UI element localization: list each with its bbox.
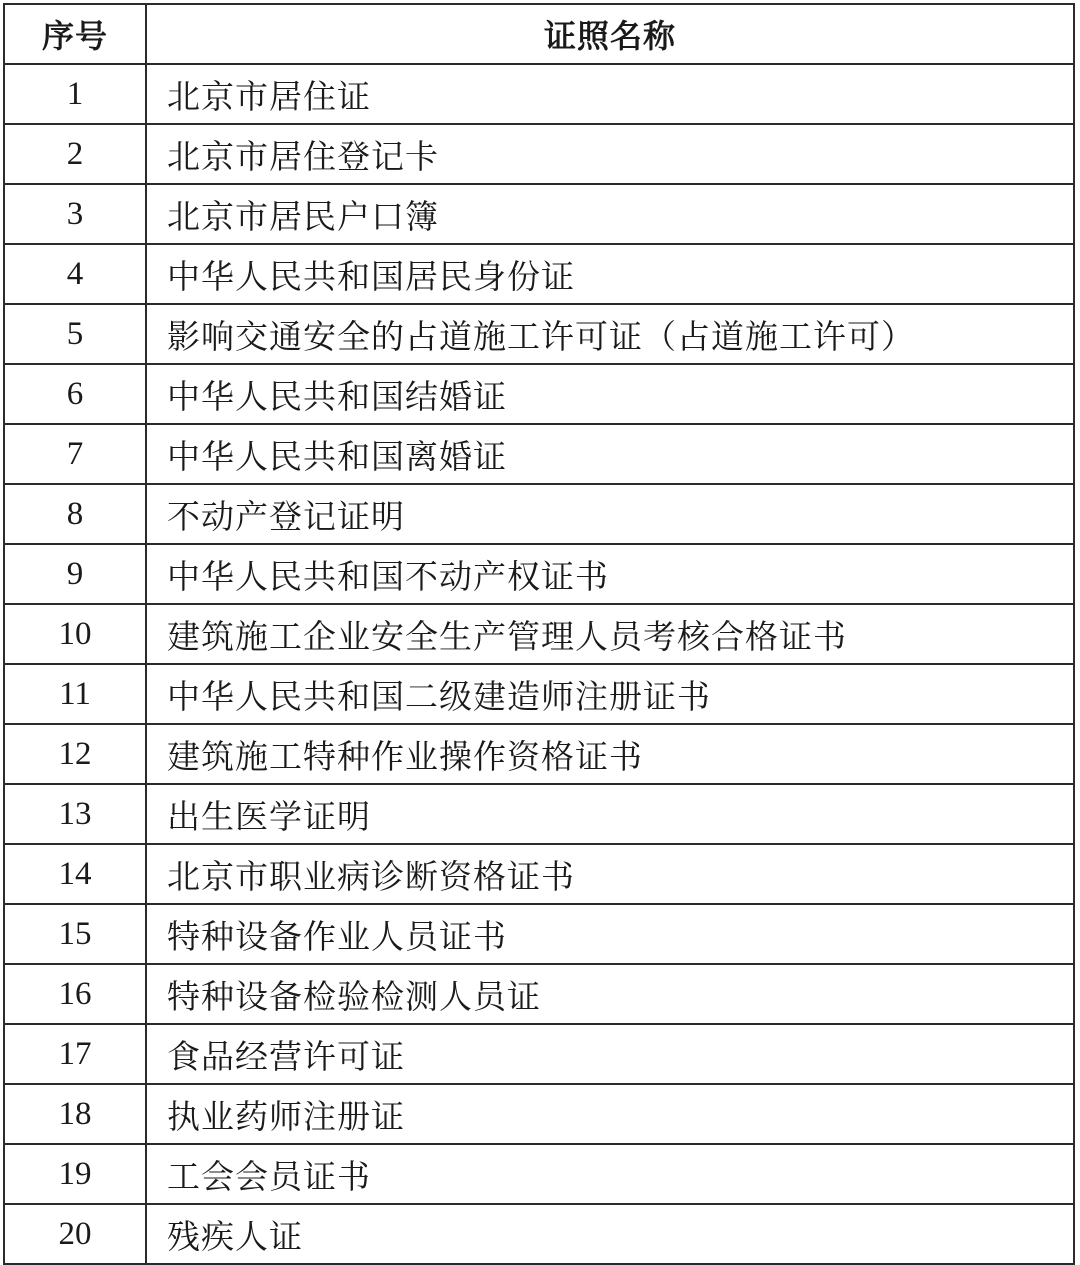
certificate-name: 工会会员证书: [146, 1144, 1074, 1204]
table-row: [4, 1144, 1074, 1204]
table-row: [4, 784, 1074, 844]
header-name: 证照名称: [146, 4, 1074, 64]
certificate-name: 中华人民共和国二级建造师注册证书: [146, 664, 1074, 724]
table-row: [4, 1204, 1074, 1264]
certificate-name: 残疾人证: [146, 1204, 1074, 1264]
table-row: [4, 664, 1074, 724]
row-index: 7: [4, 424, 146, 484]
table-row: [4, 904, 1074, 964]
certificate-name: 食品经营许可证: [146, 1024, 1074, 1084]
certificate-name: 特种设备检验检测人员证: [146, 964, 1074, 1024]
certificate-name: 中华人民共和国不动产权证书: [146, 544, 1074, 604]
row-index: 17: [4, 1024, 146, 1084]
row-index: 14: [4, 844, 146, 904]
table-row: [4, 844, 1074, 904]
certificate-name: 出生医学证明: [146, 784, 1074, 844]
certificate-name: 中华人民共和国结婚证: [146, 364, 1074, 424]
row-index: 1: [4, 64, 146, 124]
certificate-name: 中华人民共和国居民身份证: [146, 244, 1074, 304]
row-index: 9: [4, 544, 146, 604]
header-index: 序号: [4, 4, 146, 64]
certificate-name: 执业药师注册证: [146, 1084, 1074, 1144]
table-row: [4, 124, 1074, 184]
row-index: 3: [4, 184, 146, 244]
certificate-name: 北京市居民户口簿: [146, 184, 1074, 244]
certificate-name: 北京市职业病诊断资格证书: [146, 844, 1074, 904]
table-body: [4, 64, 1074, 1264]
table-row: [4, 64, 1074, 124]
table-row: [4, 1084, 1074, 1144]
table-row: [4, 184, 1074, 244]
certificate-table-container: [3, 3, 1075, 1256]
row-index: 8: [4, 484, 146, 544]
table-row: [4, 424, 1074, 484]
certificate-name: 北京市居住证: [146, 64, 1074, 124]
table-row: [4, 724, 1074, 784]
row-index: 13: [4, 784, 146, 844]
table-row: [4, 484, 1074, 544]
certificate-name: 建筑施工企业安全生产管理人员考核合格证书: [146, 604, 1074, 664]
table-row: [4, 964, 1074, 1024]
certificate-name: 建筑施工特种作业操作资格证书: [146, 724, 1074, 784]
row-index: 16: [4, 964, 146, 1024]
table-row: [4, 544, 1074, 604]
table-row: [4, 1024, 1074, 1084]
row-index: 18: [4, 1084, 146, 1144]
row-index: 6: [4, 364, 146, 424]
certificate-name: 不动产登记证明: [146, 484, 1074, 544]
row-index: 2: [4, 124, 146, 184]
row-index: 11: [4, 664, 146, 724]
table-row: [4, 244, 1074, 304]
row-index: 19: [4, 1144, 146, 1204]
table-row: [4, 304, 1074, 364]
row-index: 20: [4, 1204, 146, 1264]
table-row: [4, 364, 1074, 424]
certificate-name: 特种设备作业人员证书: [146, 904, 1074, 964]
row-index: 4: [4, 244, 146, 304]
certificate-name: 影响交通安全的占道施工许可证（占道施工许可）: [146, 304, 1074, 364]
row-index: 12: [4, 724, 146, 784]
table-header-row: [4, 4, 1074, 64]
row-index: 5: [4, 304, 146, 364]
table-row: [4, 604, 1074, 664]
row-index: 10: [4, 604, 146, 664]
certificate-name: 北京市居住登记卡: [146, 124, 1074, 184]
certificate-table: [3, 3, 1075, 1265]
row-index: 15: [4, 904, 146, 964]
certificate-name: 中华人民共和国离婚证: [146, 424, 1074, 484]
